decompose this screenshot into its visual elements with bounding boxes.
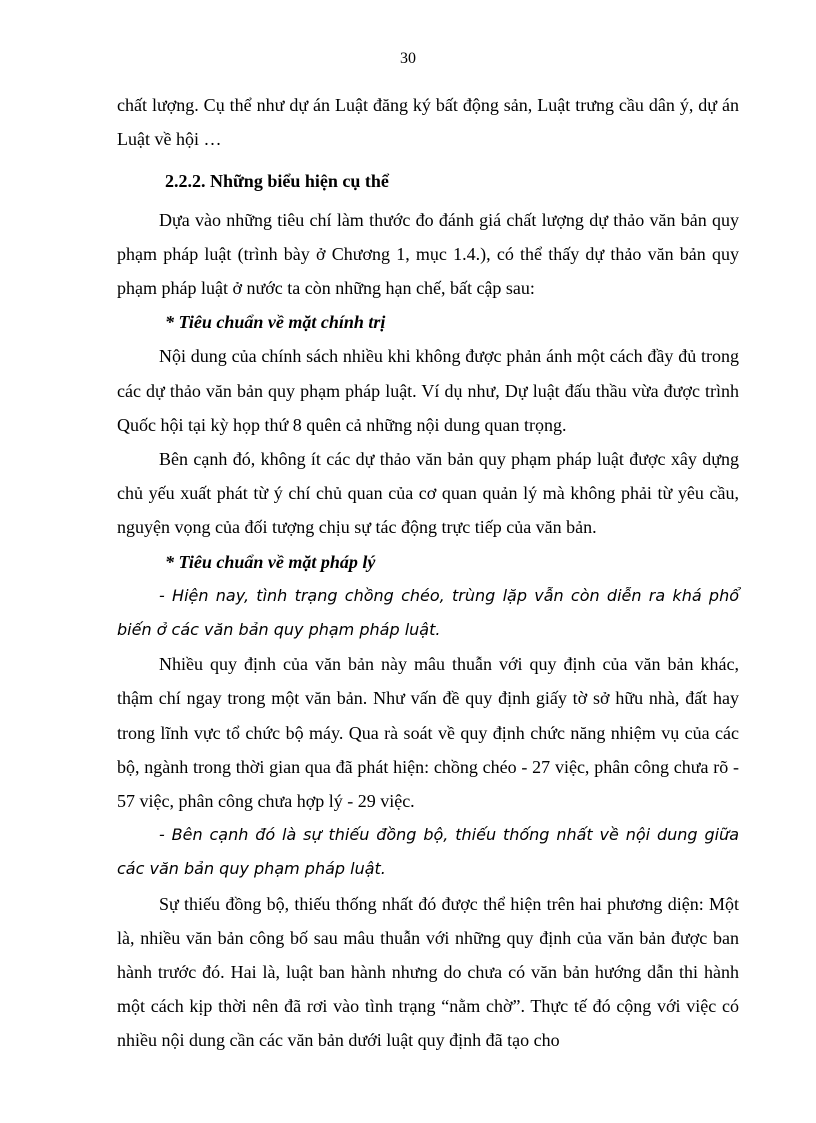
criterion-heading-political: * Tiêu chuẩn về mặt chính trị (165, 312, 386, 333)
criterion-heading-legal: * Tiêu chuẩn về mặt pháp lý (165, 551, 376, 572)
paragraph-intro: Dựa vào những tiêu chí làm thước đo đánh giá chất lượng dự thảo văn bản quy phạm pháp luật (trình bày ở Chương 1, mục 1.4.), có thể thấy dự thảo văn bản quy phạm pháp luật ở nước ta còn những hạn chế, bất cập sau: (117, 209, 739, 299)
italic-point-inconsistency: - Bên cạnh đó là sự thiếu đồng bộ, thiếu thống nhất về nội dung giữa các văn bản quy phạm pháp luật. (117, 825, 739, 879)
paragraph-contradictions: Nhiều quy định của văn bản này mâu thuẫn với quy định của văn bản khác, thậm chí ngay trong một văn bản. Như vấn đề quy định giấy tờ sở hữu nhà, đất hay trong lĩnh vực tổ chức bộ máy. Qua rà soát về quy định chức năng nhiệm vụ của các bộ, ngành trong thời gian qua đã phát hiện: chồng chéo - 27 việc, phân công chưa rõ - 57 việc, phân công chưa hợp lý - 29 việc. (117, 654, 739, 812)
paragraph-policy-content: Nội dung của chính sách nhiều khi không được phản ánh một cách đầy đủ trong các dự thảo văn bản quy phạm pháp luật. Ví dụ như, Dự luật đấu thầu vừa được trình Quốc hội tại kỳ họp thứ 8 quên cả những nội dung quan trọng. (117, 346, 739, 435)
section-heading: 2.2.2. Những biểu hiện cụ thể (165, 171, 389, 192)
paragraph-continuation: chất lượng. Cụ thể như dự án Luật đăng ký bất động sản, Luật trưng cầu dân ý, dự án Luật về hội … (117, 95, 739, 150)
paragraph-two-aspects: Sự thiếu đồng bộ, thiếu thống nhất đó được thể hiện trên hai phương diện: Một là, nhiều văn bản công bố sau mâu thuẫn với những quy định của văn bản được ban hành trước đó. Hai là, luật ban hành nhưng do chưa có văn bản hướng dẫn thi hành một cách kịp thời nên đã rơi vào tình trạng “nằm chờ”. Thực tế đó cộng với việc có nhiều nội dung cần các văn bản dưới luật quy định đã tạo cho (117, 893, 739, 1051)
document-body (117, 88, 739, 1058)
italic-point-overlap: - Hiện nay, tình trạng chồng chéo, trùng lặp vẫn còn diễn ra khá phổ biến ở các văn bản quy phạm pháp luật. (117, 585, 739, 640)
paragraph-subjective-drafting: Bên cạnh đó, không ít các dự thảo văn bản quy phạm pháp luật được xây dựng chủ yếu xuất phát từ ý chí chủ quan của cơ quan quản lý mà không phải từ yêu cầu, nguyện vọng của đối tượng chịu sự tác động trực tiếp của văn bản. (117, 449, 739, 538)
page-number: 30 (400, 50, 416, 67)
